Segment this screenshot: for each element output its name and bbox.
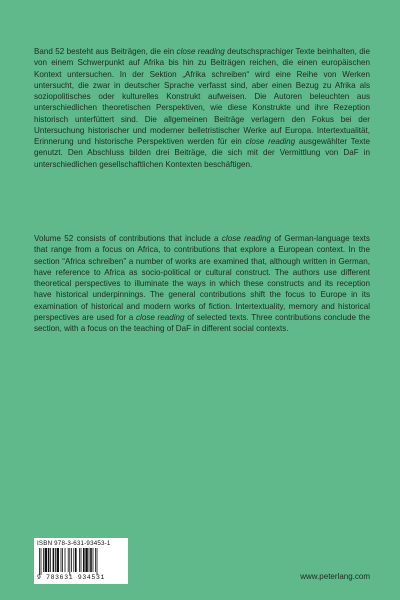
barcode-bar bbox=[41, 548, 42, 575]
barcode-bar bbox=[71, 548, 72, 572]
barcode-bar bbox=[68, 548, 69, 572]
blurb-de-text-2: deutschsprachiger Texte beinhalten, die von einem Schwerpunkt auf Afrika bis hin zu Beiträgen reichen, die einen europäischen Kontext untersuchen. In der Sektion „Afrika schreiben“ wird eine Reihe von Werken untersucht, die zwar in deutscher Sprache verfasst sind, aber einen Bezug zu Afrika als soziopolitisches oder kulturelles Konstrukt aufweisen. Die Autoren beleuchten aus unterschiedlichen theoretischen Perspektiven, wie diese Konstrukte und ihre Rezeption historisch unterfüttert sind. Die allgemeinen Beiträge verlagern den Fokus bei der Untersuchung historischer und moderner belletristischer Werke auf Europa. Intertextualität, Erinnerung und historische Perspektiven werden für ein bbox=[34, 47, 370, 146]
barcode-bar bbox=[65, 548, 66, 572]
barcode-bar bbox=[61, 548, 62, 572]
blurb-en-text-3: of selected texts. Three contributions conclude the section, with a focus on the teaching of DaF in different social contexts. bbox=[34, 312, 370, 333]
blurb-en-text-2: of German-language texts that range from a focus on Africa, to contributions that explore a European context. In the section “Africa schreiben” a number of works are examined that, although written in German, have reference to Africa as socio-political or cultural construct. The authors use different theoretical perspectives to illuminate the ways in which these constructs and its reception have historical underpinnings. The general contributions shift the focus to Europe in its examination of historical and modern works of fiction. Intertextuality, memory and historical perspectives are used for a bbox=[34, 234, 370, 322]
blurb-de-emphasis-2: close reading bbox=[245, 137, 296, 146]
barcode-bar bbox=[93, 548, 94, 572]
barcode-bar bbox=[85, 548, 87, 572]
barcode-bar bbox=[81, 548, 82, 572]
blurb-de-text-1: Band 52 besteht aus Beiträgen, die ein bbox=[34, 47, 177, 56]
publisher-website: www.peterlang.com bbox=[300, 572, 370, 581]
blurb-en-emphasis-1: close reading bbox=[221, 234, 272, 243]
isbn-barcode bbox=[34, 538, 128, 584]
barcode-bars bbox=[37, 548, 125, 575]
barcode-bar bbox=[69, 548, 70, 575]
blurb-english bbox=[34, 233, 370, 334]
barcode-bar bbox=[50, 548, 51, 572]
barcode-bar bbox=[43, 548, 44, 572]
barcode-bar bbox=[79, 548, 80, 572]
barcode-bar bbox=[45, 548, 47, 572]
barcode-bar bbox=[89, 548, 90, 572]
barcode-bar bbox=[73, 548, 74, 572]
barcode-bar bbox=[39, 548, 40, 575]
barcode-bar bbox=[97, 548, 98, 575]
barcode-bar bbox=[53, 548, 55, 572]
blurb-en-emphasis-2: close reading bbox=[135, 312, 185, 322]
barcode-digits: 9 783631 934531 bbox=[37, 574, 106, 581]
barcode-bar bbox=[62, 548, 63, 572]
barcode-bar bbox=[95, 548, 96, 572]
blurb-de-text-3: ausgewählter Texte genutzt. Den Abschluss bilden drei Beiträge, die sich mit der Vermittlung von DaF in unterschiedlichen gesellschaftlichen Kontexten beschäftigen. bbox=[34, 137, 370, 169]
barcode-bar bbox=[75, 548, 77, 572]
blurb-en-text-1: Volume 52 consists of contributions that include a bbox=[34, 234, 222, 243]
barcode-bar bbox=[57, 548, 59, 572]
barcode-bar bbox=[90, 548, 92, 572]
blurb-de-emphasis-1: close reading bbox=[176, 47, 225, 56]
barcode-bar bbox=[55, 548, 56, 572]
barcode-bar bbox=[48, 548, 50, 572]
barcode-bar bbox=[83, 548, 85, 572]
isbn-label: ISBN 978-3-631-93453-1 bbox=[37, 540, 111, 547]
blurb-german bbox=[34, 46, 370, 170]
